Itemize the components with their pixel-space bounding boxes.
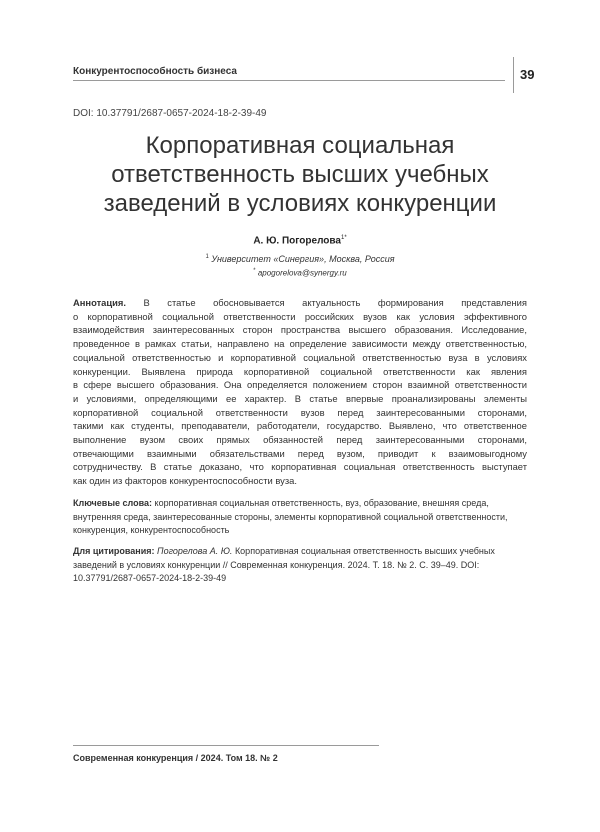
abstract-line: взаимодействия заинтересованных сторон пространства высшего образования. Исследование, bbox=[73, 324, 527, 336]
abstract-line: сотрудничеству. В статье доказано, что корпоративная социальная ответственность выступает bbox=[73, 461, 527, 473]
abstract-line bbox=[73, 296, 527, 310]
abstract-line: конкуренции. Выявлена природа корпоративной социальной ответственности как явления bbox=[73, 365, 527, 377]
abstract-line: проведенное в рамках статьи, направлено на определение зависимости между ответственностью, bbox=[73, 338, 527, 350]
abstract bbox=[73, 296, 527, 488]
article-title bbox=[73, 131, 527, 218]
citation-line bbox=[73, 545, 527, 559]
keywords-line: конкуренция, конкурентоспособность bbox=[73, 525, 230, 535]
abstract-line: в сфере высшего образования. Она определяется положением сторон взаимной ответственности bbox=[73, 379, 527, 391]
abstract-line: и условиями, определяющими ее характер. В статье впервые проанализированы элементы bbox=[73, 392, 527, 404]
doi-line: DOI: 10.37791/2687-0657-2024-18-2-39-49 bbox=[73, 108, 267, 119]
header-vertical-divider bbox=[513, 57, 514, 93]
title-line: заведений в условиях конкуренции bbox=[103, 190, 497, 217]
abstract-line: социальной ответственностью и корпоративной социальной ответственностью вуза в условиях bbox=[73, 351, 527, 363]
header-divider bbox=[73, 80, 505, 81]
keywords bbox=[73, 497, 527, 538]
abstract-line: корпоративной социальной ответственности вузов перед заинтересованными сторонами, bbox=[73, 406, 527, 418]
citation-label: Для цитирования: bbox=[73, 546, 155, 556]
abstract-line: о корпоративной социальной ответственности российских вузов как условия эффективного bbox=[73, 310, 527, 322]
abstract-line: выполнение вузом своих прямых обязанностей перед заинтересованными сторонами, bbox=[73, 434, 527, 446]
citation-line: заведений в условиях конкуренции // Современная конкуренция. 2024. Т. 18. № 2. С. 39–49. DOI: bbox=[73, 559, 480, 570]
page-number: 39 bbox=[520, 67, 535, 82]
author-superscript: 1* bbox=[341, 235, 347, 241]
abstract-line: как один из факторов конкурентоспособности вуза. bbox=[73, 475, 297, 487]
keywords-line bbox=[73, 497, 527, 511]
abstract-line: такими как студенты, преподаватели, работодатели, государство. Выявлено, что ответственное bbox=[73, 420, 527, 432]
author-email bbox=[73, 268, 527, 278]
footer-divider bbox=[73, 745, 379, 746]
abstract-label: Аннотация. bbox=[73, 297, 126, 308]
citation bbox=[73, 545, 527, 586]
abstract-line: отвечающими взаимными обязательствами перед вузом, приводит к взаимовыгодному bbox=[73, 447, 527, 459]
email-superscript: * bbox=[253, 268, 256, 274]
journal-section-header: Конкурентоспособность бизнеса bbox=[73, 66, 237, 77]
citation-line: 10.37791/2687-0657-2024-18-2-39-49 bbox=[73, 573, 227, 583]
affiliation-text: Университет «Синергия», Москва, Россия bbox=[211, 254, 395, 264]
author-name-text: А. Ю. Погорелова bbox=[253, 235, 341, 247]
journal-footer: Современная конкуренция / 2024. Том 18. № 2 bbox=[73, 753, 278, 763]
abstract-text: В статье обосновывается актуальность формирования представления bbox=[143, 297, 527, 308]
email-text: apogorelova@synergy.ru bbox=[257, 268, 347, 278]
keywords-text: корпоративная социальная ответственность, вуз, образование, внешняя среда, bbox=[154, 498, 489, 508]
title-line: ответственность высших учебных bbox=[111, 161, 489, 188]
author-affiliation bbox=[73, 254, 527, 264]
author-name bbox=[73, 235, 527, 246]
affiliation-superscript: 1 bbox=[205, 254, 209, 260]
keywords-line: внутренняя среда, заинтересованные стороны, элементы корпоративной социальной ответственности, bbox=[73, 511, 508, 522]
keywords-label: Ключевые слова: bbox=[73, 498, 153, 508]
citation-text: Корпоративная социальная ответственность высших учебных bbox=[234, 546, 495, 556]
title-line: Корпоративная социальная bbox=[145, 132, 455, 159]
citation-author: Погорелова А. Ю. bbox=[157, 546, 233, 556]
